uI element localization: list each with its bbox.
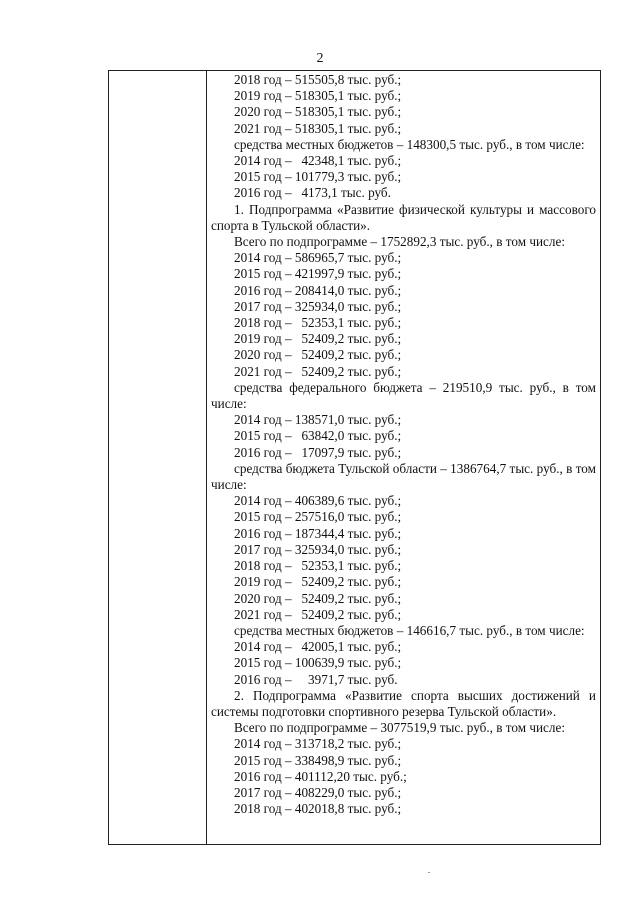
text-line: 2014 год – 586965,7 тыс. руб.; (234, 250, 402, 266)
text-line: 2020 год – 52409,2 тыс. руб.; (234, 590, 402, 606)
page-number: 2 (316, 51, 324, 66)
paragraph: средства бюджета Тульской области – 1386764,7 тыс. руб., в том числе: (211, 460, 596, 493)
text-line: 2016 год – 208414,0 тыс. руб.; (234, 282, 402, 298)
text-line: 2016 год – 4173,1 тыс. руб. (234, 185, 391, 201)
text-line: Всего по подпрограмме – 3077519,9 тыс. руб., в том числе: (234, 720, 565, 736)
text-line: 2018 год – 52353,1 тыс. руб.; (234, 315, 402, 331)
text-line: 2019 год – 52409,2 тыс. руб.; (234, 331, 402, 347)
paragraph: 1. Подпрограмма «Развитие физической культуры и массового спорта в Тульской области». (211, 201, 596, 233)
scan-artifact (428, 872, 430, 873)
text-line: 2020 год – 518305,1 тыс. руб.; (234, 104, 402, 120)
paragraph: средства местных бюджетов – 148300,5 тыс. руб., в том числе: (234, 136, 585, 152)
text-line: 2014 год – 42005,1 тыс. руб.; (234, 639, 402, 655)
text-line: 2017 год – 325934,0 тыс. руб.; (234, 298, 402, 314)
table-right-cell (208, 71, 600, 844)
text-line: 2018 год – 52353,1 тыс. руб.; (234, 558, 402, 574)
text-line: 2017 год – 408229,0 тыс. руб.; (234, 784, 402, 800)
text-line: 2016 год – 401112,20 тыс. руб.; (234, 768, 407, 784)
text-line: 2015 год – 421997,9 тыс. руб.; (234, 266, 402, 282)
table-left-cell (109, 71, 207, 844)
text-line: 2020 год – 52409,2 тыс. руб.; (234, 347, 402, 363)
text-line: 2016 год – 3971,7 тыс. руб. (234, 671, 398, 687)
text-line: 2018 год – 402018,8 тыс. руб.; (234, 801, 402, 817)
text-line: 2018 год – 515505,8 тыс. руб.; (234, 72, 402, 87)
text-line: 2021 год – 52409,2 тыс. руб.; (234, 363, 402, 379)
text-line: 2017 год – 325934,0 тыс. руб.; (234, 541, 402, 557)
text-line: Всего по подпрограмме – 1752892,3 тыс. руб., в том числе: (234, 234, 565, 250)
text-line: 2015 год – 257516,0 тыс. руб.; (234, 509, 402, 525)
text-line: 2019 год – 518305,1 тыс. руб.; (234, 88, 402, 104)
funding-table (108, 70, 601, 845)
text-line: 2015 год – 63842,0 тыс. руб.; (234, 428, 402, 444)
text-line: 2021 год – 52409,2 тыс. руб.; (234, 606, 402, 622)
text-line: 2015 год – 101779,3 тыс. руб.; (234, 169, 402, 185)
text-line: 2014 год – 42348,1 тыс. руб.; (234, 153, 402, 169)
paragraph: средства федерального бюджета – 219510,9 тыс. руб., в том числе: (211, 379, 596, 412)
text-line: 2015 год – 338498,9 тыс. руб.; (234, 752, 402, 768)
text-line: 2021 год – 518305,1 тыс. руб.; (234, 120, 402, 136)
text-line: 2016 год – 187344,4 тыс. руб.; (234, 525, 402, 541)
text-line: 2015 год – 100639,9 тыс. руб.; (234, 655, 402, 671)
text-line: 2014 год – 313718,2 тыс. руб.; (234, 736, 402, 752)
text-line: 2014 год – 406389,6 тыс. руб.; (234, 493, 402, 509)
text-line: 2014 год – 138571,0 тыс. руб.; (234, 412, 402, 428)
paragraph: средства местных бюджетов – 146616,7 тыс. руб., в том числе: (234, 622, 585, 638)
text-line: 2016 год – 17097,9 тыс. руб.; (234, 444, 402, 460)
paragraph: 2. Подпрограмма «Развитие спорта высших достижений и системы подготовки спортивного резерва Тульской области». (211, 687, 596, 719)
text-line: 2019 год – 52409,2 тыс. руб.; (234, 574, 402, 590)
